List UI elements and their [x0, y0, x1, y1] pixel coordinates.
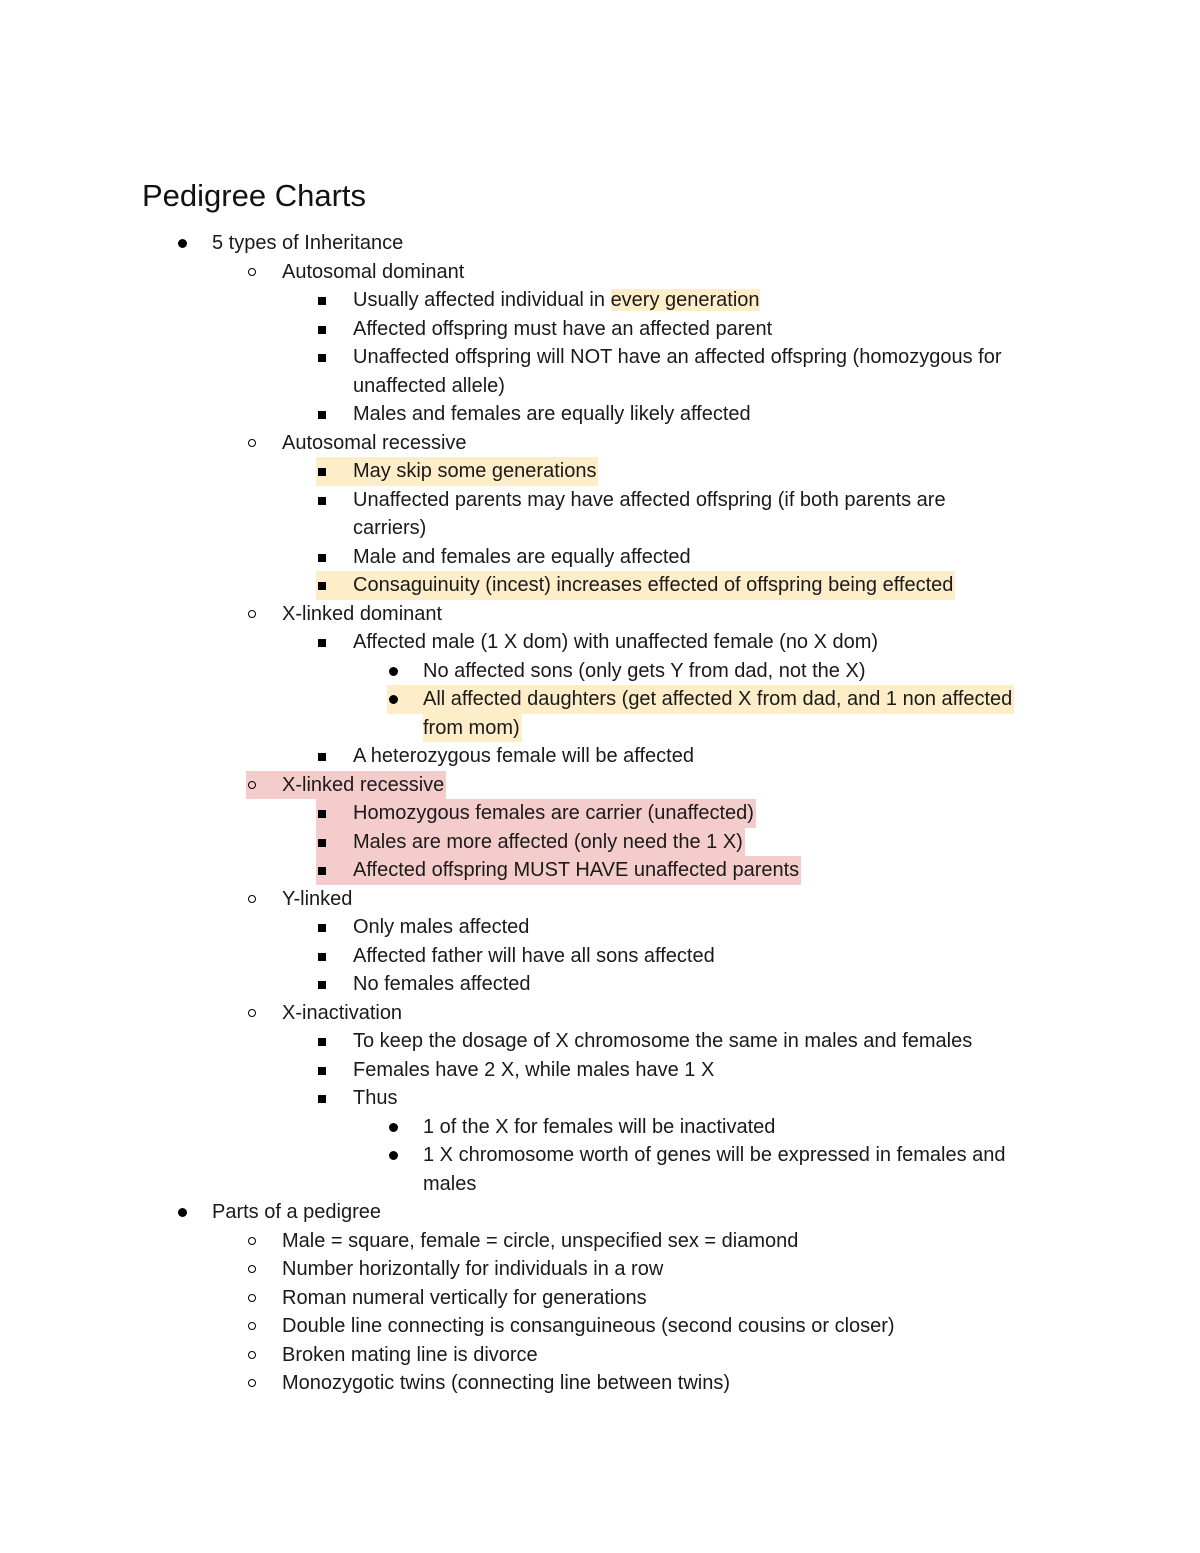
list-item-continuation [0, 1170, 1200, 1199]
list-item [0, 885, 1200, 914]
highlighted-text: every generation [610, 289, 760, 311]
list-item [0, 942, 1200, 971]
list-item [0, 913, 1200, 942]
list-item-text: from mom) [423, 716, 520, 739]
list-item [0, 1027, 1200, 1056]
list-item-text: males [423, 1172, 477, 1195]
list-item [0, 1341, 1200, 1370]
list-item [0, 315, 1200, 344]
list-item [0, 970, 1200, 999]
text-span: Usually affected individual in [353, 289, 611, 311]
list-item-text: Unaffected parents may have affected offspring (if both parents are [353, 488, 946, 511]
list-item-text: Only males affected [353, 916, 530, 938]
list-item-text: unaffected allele) [353, 374, 505, 397]
list-item [0, 486, 1200, 515]
list-item [0, 543, 1200, 572]
list-item-text: Number horizontally for individuals in a row [282, 1258, 664, 1280]
list-item-text: All affected daughters (get affected X from dad, and 1 non affected [423, 688, 1013, 710]
list-item-text: To keep the dosage of X chromosome the same in males and females [353, 1030, 973, 1052]
list-item [0, 828, 1200, 857]
list-item-text: May skip some generations [353, 460, 597, 482]
list-item-text: Homozygous females are carrier (unaffected) [353, 802, 754, 824]
list-item [0, 628, 1200, 657]
list-item [0, 771, 1200, 800]
list-item-continuation [0, 372, 1200, 401]
list-item-text: Autosomal dominant [282, 260, 465, 283]
list-item-text: X-linked dominant [282, 602, 443, 625]
list-item-text: 1 of the X for females will be inactivated [423, 1115, 776, 1138]
list-item [0, 1312, 1200, 1341]
list-item [0, 685, 1200, 714]
list-item-text: Females have 2 X, while males have 1 X [353, 1058, 715, 1081]
list-item-text: Male and females are equally affected [353, 545, 691, 568]
list-item [0, 1084, 1200, 1113]
list-item-text: A heterozygous female will be affected [353, 745, 694, 767]
list-item-text: No females affected [353, 973, 531, 995]
list-item [0, 1284, 1200, 1313]
list-item-continuation [0, 514, 1200, 543]
list-item-text: Affected father will have all sons affected [353, 944, 715, 967]
list-item [0, 799, 1200, 828]
list-item-text: 1 X chromosome worth of genes will be expressed in females and [423, 1144, 1006, 1166]
list-item-text: Broken mating line is divorce [282, 1343, 538, 1366]
list-item-text: Roman numeral vertically for generations [282, 1286, 647, 1309]
list-item-text: Males and females are equally likely affected [353, 403, 751, 425]
list-item [0, 1227, 1200, 1256]
list-item-text [353, 289, 760, 311]
list-item [0, 429, 1200, 458]
list-item [0, 1113, 1200, 1142]
list-item-continuation [0, 714, 1200, 743]
list-item-text: Parts of a pedigree [212, 1201, 381, 1223]
list-item [0, 657, 1200, 686]
list-item [0, 400, 1200, 429]
list-item-text: X-inactivation [282, 1001, 403, 1024]
bulleted-outline [0, 229, 1200, 1398]
list-item [0, 1141, 1200, 1170]
list-item-text: Double line connecting is consanguineous (second cousins or closer) [282, 1315, 895, 1337]
list-item-text: Affected offspring MUST HAVE unaffected parents [353, 859, 800, 881]
list-item-text: carriers) [353, 517, 427, 539]
list-item-text: Unaffected offspring will NOT have an affected offspring (homozygous for [353, 346, 1002, 368]
list-item-text: Male = square, female = circle, unspecified sex = diamond [282, 1229, 799, 1252]
list-item [0, 999, 1200, 1028]
list-item [0, 1198, 1200, 1227]
list-item-text: X-linked recessive [282, 773, 445, 796]
list-item-text: Autosomal recessive [282, 431, 467, 454]
list-item-text: No affected sons (only gets Y from dad, not the X) [423, 659, 866, 682]
list-item [0, 258, 1200, 287]
list-item-text: Consaguinuity (incest) increases effected of offspring being effected [353, 574, 954, 596]
list-item-text: Monozygotic twins (connecting line between twins) [282, 1372, 730, 1394]
list-item [0, 1369, 1200, 1398]
list-item-text: Y-linked [282, 887, 353, 910]
list-item [0, 571, 1200, 600]
list-item [0, 600, 1200, 629]
list-item-text: Affected offspring must have an affected parent [353, 317, 773, 340]
list-item [0, 856, 1200, 885]
list-item [0, 1056, 1200, 1085]
list-item [0, 343, 1200, 372]
list-item [0, 1255, 1200, 1284]
list-item [0, 229, 1200, 258]
list-item-text: Males are more affected (only need the 1 X) [353, 830, 743, 853]
list-item [0, 742, 1200, 771]
list-item [0, 286, 1200, 315]
list-item [0, 457, 1200, 486]
list-item-text: Affected male (1 X dom) with unaffected female (no X dom) [353, 631, 879, 653]
list-item-text: 5 types of Inheritance [212, 232, 404, 254]
page-title: Pedigree Charts [142, 178, 367, 213]
list-item-text: Thus [353, 1087, 398, 1109]
